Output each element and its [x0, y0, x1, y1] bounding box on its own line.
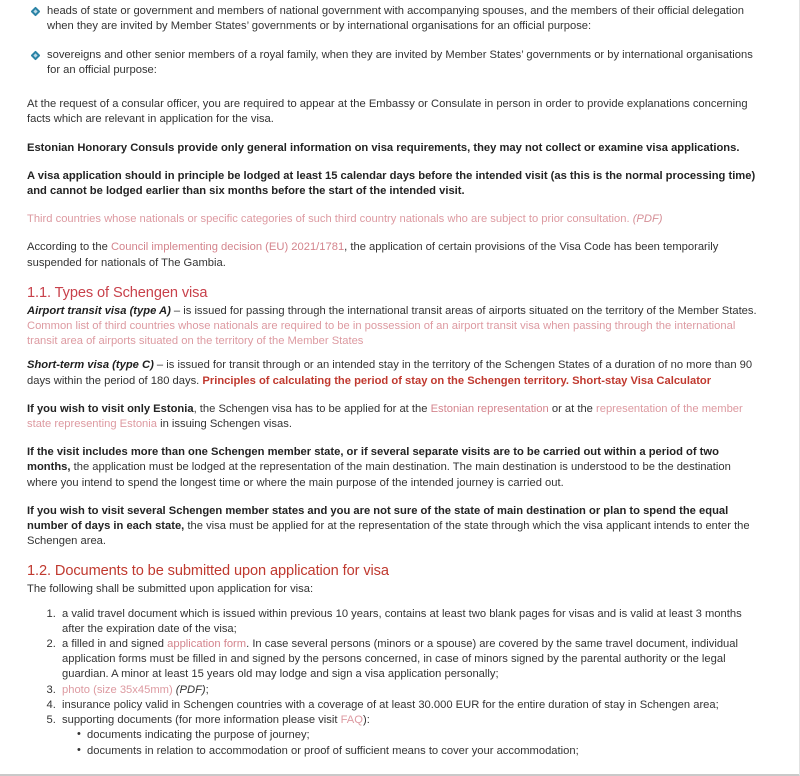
lodging-deadline-text: A visa application should in principle be lodged at least 15 calendar days before the intended visit (as this is the normal processing time) and cannot be lodged earlier than six months before the start of the intended visit.: [27, 169, 756, 197]
honorary-consuls-text: Estonian Honorary Consuls provide only general information on visa requirements, they may not collect or examine visa applications.: [27, 141, 740, 154]
more-than-one-lead: If the visit includes more than one Schengen member state, or if several separate visits are to be carried out within a period of two months,: [27, 446, 719, 474]
type-a-description: – is issued for passing through the international transit areas of airports situated on the territory of the Member States.: [170, 304, 757, 317]
gambia-suspension-paragraph: [27, 240, 763, 270]
gambia-suffix: , the application of certain provisions of the Visa Code has been temporarily suspended for nationals of The Gambia.: [27, 241, 719, 269]
prior-consultation-paragraph: [27, 212, 763, 227]
list-item: [59, 637, 763, 683]
list-item: • documents indicating the purpose of journey;: [77, 728, 763, 743]
type-a-term: Airport transit visa (type A): [27, 304, 171, 317]
only-estonia-mid-2: or at the: [548, 402, 596, 415]
several-states-lead: If you wish to visit several Schengen member states and you are not sure of the state of main destination or plan to spend the equal number of days in each state,: [27, 504, 729, 533]
only-estonia-mid-1: , the Schengen visa has to be applied for at the: [193, 402, 431, 415]
type-a-paragraph: [27, 304, 763, 319]
bullet-text: sovereigns and other senior members of a royal family, when they are invited by Member States’ governments or by international organisations for an official purpose:: [47, 48, 753, 76]
section-heading-1-2: 1.2. Documents to be submitted upon application for visa: [27, 563, 389, 580]
document-item-text: a valid travel document which is issued within previous 10 years, contains at least two blank pages for visas and is valid at least 3 months after the expiration date of the visa;: [62, 607, 742, 635]
document-item-prefix: supporting documents (for more information please visit: [62, 714, 341, 727]
exempt-categories-list: [27, 4, 763, 78]
list-item: • documents in relation to accommodation or proof of sufficient means to cover your accommodation;: [77, 744, 763, 759]
list-item: [59, 698, 763, 713]
member-state-representation-link[interactable]: representation of the member state representing Estonia: [27, 402, 743, 431]
only-estonia-tail: in issuing Schengen visas.: [156, 418, 292, 431]
consular-officer-paragraph: At the request of a consular officer, you are required to appear at the Embassy or Consulate in person in order to provide explanations concerning facts which are relevant in application for the visa.: [27, 98, 748, 126]
diamond-bullet-icon: [31, 7, 41, 17]
council-decision-link[interactable]: Council implementing decision (EU) 2021/1781: [110, 241, 345, 254]
spacer: [27, 88, 763, 97]
only-estonia-paragraph: [27, 402, 763, 432]
type-c-paragraph: [27, 358, 763, 388]
several-states-rest: the visa must be applied for at the representation of the state through which the visa applicant intends to enter the Schengen area.: [27, 520, 750, 548]
required-documents-list: [27, 607, 763, 759]
more-than-one-rest: the application must be lodged at the representation of the main destination. The main destination is understood to be the destination where you intend to spend the longest time or where the main purpose of the intended journey is carried out.: [27, 461, 731, 489]
honorary-consuls-paragraph: [27, 141, 763, 156]
pdf-label: (PDF): [632, 213, 663, 226]
prior-consultation-link[interactable]: Third countries whose nationals or specific categories of such third country nationals who are subject to prior consultation.: [27, 213, 630, 226]
bullet-text: heads of state or government and members of national government with accompanying spouses, and the members of their official delegation when they are invited by Member States’ governments or by international organisations for an official purpose:: [47, 5, 744, 33]
diamond-bullet-icon: [31, 50, 41, 60]
document-item-prefix: a filled in and signed: [62, 638, 168, 651]
list-item: [27, 4, 763, 35]
document-item-suffix: ;: [205, 683, 209, 696]
several-states-paragraph: [27, 504, 763, 550]
only-estonia-lead: If you wish to visit only Estonia: [27, 402, 194, 415]
documents-intro: The following shall be submitted upon application for visa:: [27, 583, 314, 596]
page-bottom-rule: [0, 774, 799, 775]
document-item-suffix: ):: [362, 714, 370, 727]
photo-spec-link[interactable]: photo (size 35x45mm): [62, 683, 173, 696]
spacer: [27, 349, 763, 358]
application-form-link[interactable]: application form: [167, 638, 247, 651]
estonian-representation-link[interactable]: Estonian representation: [430, 402, 549, 415]
list-item: [59, 683, 763, 698]
list-item: [59, 607, 763, 637]
supporting-documents-sublist: [62, 728, 763, 759]
airport-transit-common-list-link[interactable]: Common list of third countries whose nationals are required to be in possession of an airport transit visa when passing through the international transit area of airports situated on the territory of the Member States: [27, 320, 736, 348]
short-stay-visa-calculator-link[interactable]: Short-stay Visa Calculator: [572, 374, 712, 387]
list-item: [59, 713, 763, 759]
type-c-description: – is issued for transit through or an intended stay in the territory of the Schengen States of a duration of no more than 90 days within the period of 180 days.: [27, 359, 753, 387]
gambia-prefix: According to the: [27, 241, 111, 254]
faq-link[interactable]: FAQ: [340, 714, 363, 727]
pdf-label: (PDF): [175, 683, 206, 696]
lodging-deadline-paragraph: [27, 169, 763, 199]
document-item-suffix: . In case several persons (minors or a spouse) are covered by the same travel document, individual application forms must be filled in and signed by the persons concerned, in case of minors signed by the parental authority or the legal guardian. A minor at least 15 years old may lodge and sign a visa application personally;: [62, 638, 738, 681]
section-heading-1-1: 1.1. Types of Schengen visa: [27, 284, 208, 301]
stay-calculation-principles-link[interactable]: Principles of calculating the period of stay on the Schengen territory.: [202, 374, 569, 387]
document-item-text: insurance policy valid in Schengen countries with a coverage of at least 30.000 EUR for the entire duration of stay in Schengen area;: [62, 698, 719, 711]
type-a-common-list-paragraph: [27, 319, 763, 349]
type-c-term: Short-term visa (type C): [27, 359, 154, 372]
list-item: [27, 48, 763, 79]
more-than-one-state-paragraph: [27, 445, 763, 491]
spacer: [27, 598, 763, 607]
